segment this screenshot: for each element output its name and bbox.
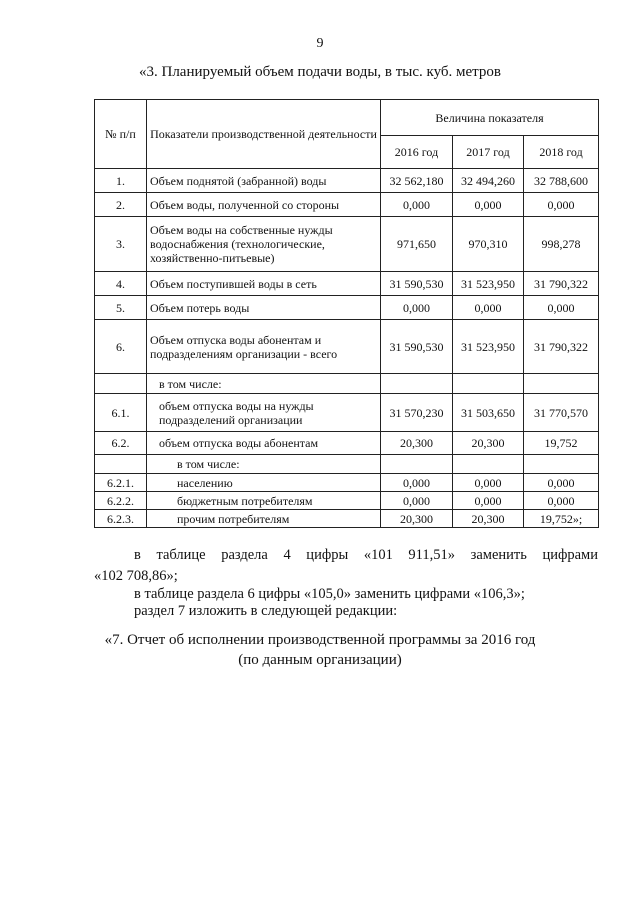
table-row	[95, 474, 599, 492]
row-name: Объем воды на собственные нужды водоснабжения (технологические, хозяйственно-питьевые)	[147, 217, 381, 272]
row-value: 0,000	[524, 193, 599, 217]
empty-cell	[453, 374, 524, 394]
row-number: 6.2.2.	[95, 492, 147, 510]
row-name: Объем потерь воды	[147, 296, 381, 320]
row-value: 0,000	[524, 474, 599, 492]
page-number: 9	[316, 36, 324, 51]
row-name: бюджетным потребителям	[147, 492, 381, 510]
row-number: 6.	[95, 320, 147, 374]
row-value: 31 790,322	[524, 320, 599, 374]
header-value-group: Величина показателя	[381, 100, 599, 136]
row-value: 0,000	[381, 193, 453, 217]
row-value: 0,000	[381, 474, 453, 492]
row-value: 32 788,600	[524, 169, 599, 193]
header-num: № п/п	[95, 100, 147, 169]
table-row	[95, 320, 599, 374]
header-year: 2016 год	[381, 136, 453, 169]
row-number: 6.2.3.	[95, 510, 147, 528]
section-title: «3. Планируемый объем подачи воды, в тыс. куб. метров	[138, 64, 502, 80]
row-number: 3.	[95, 217, 147, 272]
table-row	[95, 193, 599, 217]
empty-cell	[95, 374, 147, 394]
empty-cell	[95, 455, 147, 474]
row-number: 6.2.1.	[95, 474, 147, 492]
report-title: «7. Отчет об исполнении производственной программы за 2016 год	[104, 632, 536, 648]
row-value: 0,000	[453, 296, 524, 320]
row-value: 0,000	[381, 492, 453, 510]
row-name: объем отпуска воды абонентам	[147, 432, 381, 455]
table-row	[95, 217, 599, 272]
row-value: 0,000	[524, 492, 599, 510]
row-name: Объем поднятой (забранной) воды	[147, 169, 381, 193]
including-label: в том числе:	[147, 374, 381, 394]
paragraph-section-4-change: в таблице раздела 4 цифры «101 911,51» заменить цифрами	[134, 547, 598, 563]
row-value: 971,650	[381, 217, 453, 272]
table-row	[95, 169, 599, 193]
table-row	[95, 432, 599, 455]
table-row	[95, 510, 599, 528]
row-value: 31 523,950	[453, 320, 524, 374]
row-number: 6.1.	[95, 394, 147, 432]
row-value: 998,278	[524, 217, 599, 272]
paragraph-section-7-intro: раздел 7 изложить в следующей редакции:	[134, 603, 398, 619]
row-value: 20,300	[381, 432, 453, 455]
empty-cell	[381, 455, 453, 474]
paragraph-section-4-change-continued: «102 708,86»;	[94, 568, 178, 584]
row-number: 1.	[95, 169, 147, 193]
empty-cell	[524, 374, 599, 394]
row-value: 31 503,650	[453, 394, 524, 432]
row-value: 32 562,180	[381, 169, 453, 193]
header-year: 2018 год	[524, 136, 599, 169]
row-value: 31 590,530	[381, 320, 453, 374]
row-number: 6.2.	[95, 432, 147, 455]
row-number: 2.	[95, 193, 147, 217]
table-row	[95, 492, 599, 510]
row-value: 19,752	[524, 432, 599, 455]
header-indicator: Показатели производственной деятельности	[147, 100, 381, 169]
water-supply-table	[94, 99, 599, 528]
row-name: объем отпуска воды на нужды подразделений организации	[147, 394, 381, 432]
row-value: 20,300	[453, 510, 524, 528]
row-name: прочим потребителям	[147, 510, 381, 528]
row-name: Объем воды, полученной со стороны	[147, 193, 381, 217]
row-number: 5.	[95, 296, 147, 320]
row-value: 970,310	[453, 217, 524, 272]
table-subheader-row	[95, 374, 599, 394]
row-value: 31 770,570	[524, 394, 599, 432]
row-value: 0,000	[453, 193, 524, 217]
row-name: населению	[147, 474, 381, 492]
row-value: 31 790,322	[524, 272, 599, 296]
row-value: 31 590,530	[381, 272, 453, 296]
empty-cell	[453, 455, 524, 474]
empty-cell	[524, 455, 599, 474]
table-row	[95, 296, 599, 320]
row-value: 32 494,260	[453, 169, 524, 193]
row-number: 4.	[95, 272, 147, 296]
row-value: 20,300	[381, 510, 453, 528]
table-subheader-row	[95, 455, 599, 474]
row-value: 0,000	[381, 296, 453, 320]
header-year: 2017 год	[453, 136, 524, 169]
report-heading	[0, 630, 640, 670]
row-name: Объем поступившей воды в сеть	[147, 272, 381, 296]
empty-cell	[381, 374, 453, 394]
row-value: 0,000	[524, 296, 599, 320]
row-value: 0,000	[453, 474, 524, 492]
report-subtitle: (по данным организации)	[238, 652, 402, 668]
row-value: 20,300	[453, 432, 524, 455]
row-value: 19,752»;	[524, 510, 599, 528]
including-label: в том числе:	[147, 455, 381, 474]
table-row	[95, 394, 599, 432]
row-value: 0,000	[453, 492, 524, 510]
row-name: Объем отпуска воды абонентам и подразделениям организации - всего	[147, 320, 381, 374]
table-row	[95, 272, 599, 296]
row-value: 31 570,230	[381, 394, 453, 432]
row-value: 31 523,950	[453, 272, 524, 296]
paragraph-section-6-change: в таблице раздела 6 цифры «105,0» заменить цифрами «106,3»;	[134, 586, 525, 602]
